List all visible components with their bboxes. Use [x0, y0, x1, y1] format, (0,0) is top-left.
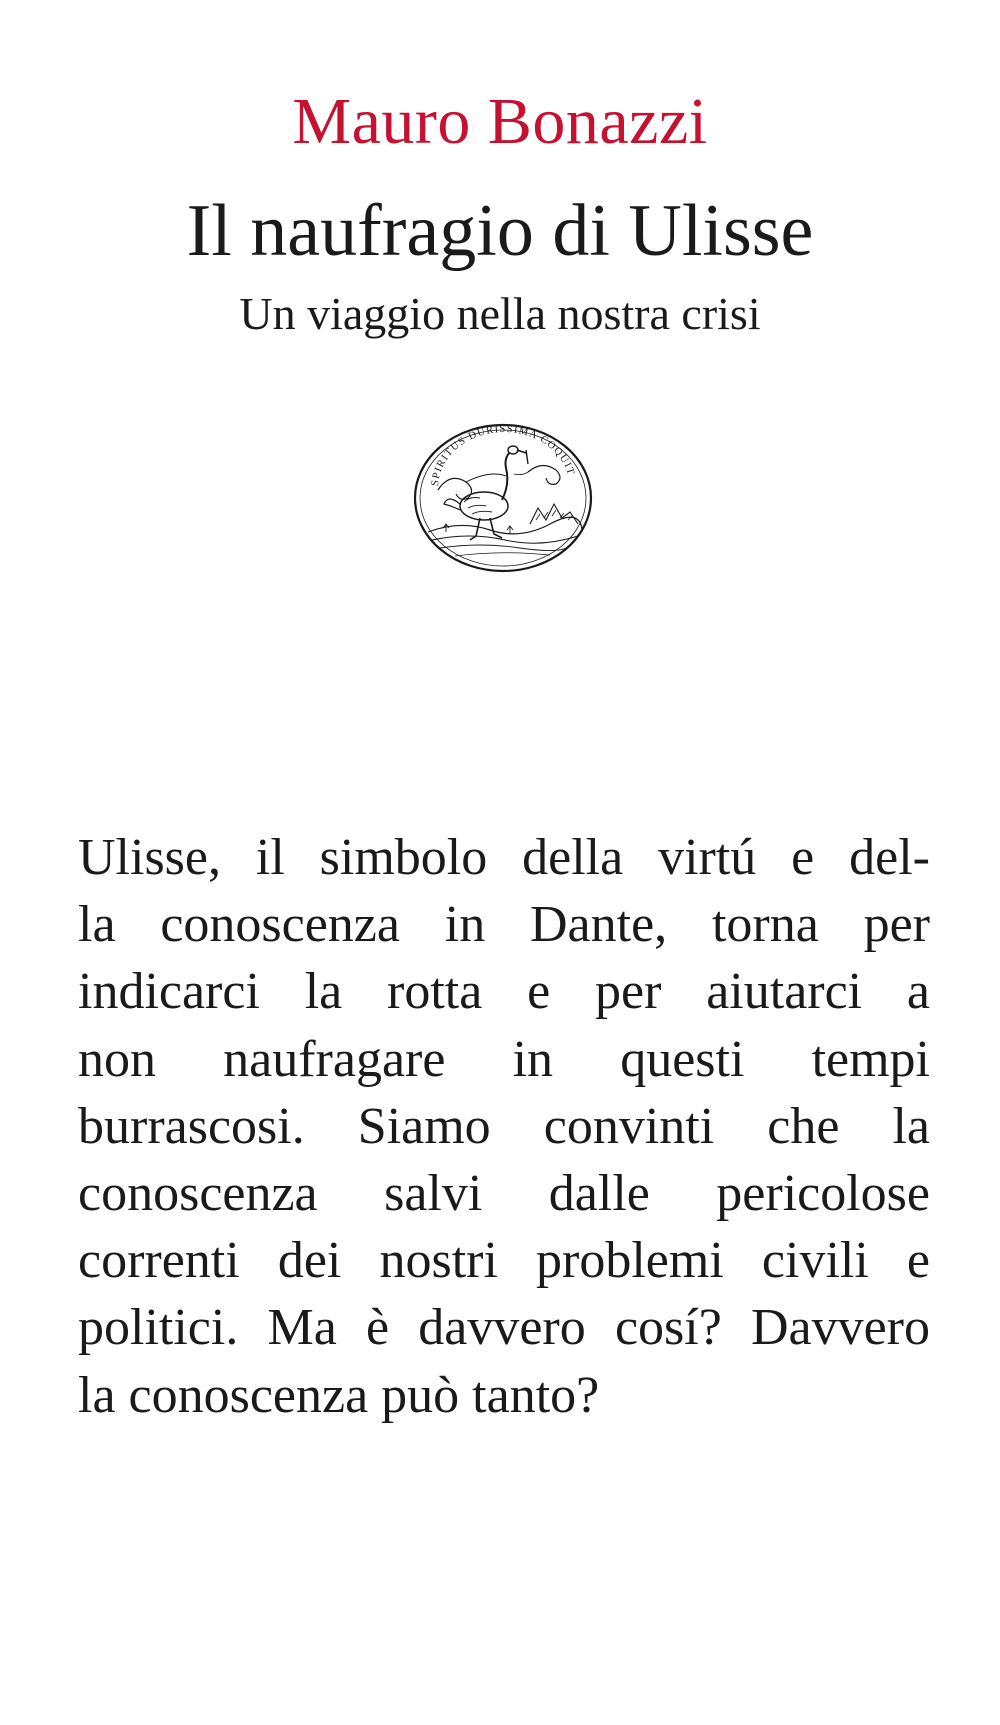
blurb-line: Ulisse, il simbolo della virtú e del- [78, 829, 930, 886]
blurb-line: burrascosi. Siamo convinti che la [78, 1097, 930, 1155]
blurb-line: non naufragare in questi tempi [78, 1030, 930, 1088]
blurb-line: indicarci la rotta e per aiutarci a [78, 963, 930, 1021]
ostrich-seal-icon [410, 420, 596, 576]
seal-inscription: SPIRITUS DURISSIMA COQUIT [429, 423, 577, 487]
blurb-line: conoscenza salvi dalle pericolose [78, 1165, 930, 1223]
blurb-line: la conoscenza può tanto? [78, 1366, 600, 1424]
cover-blurb [78, 824, 930, 1429]
book-subtitle: Un viaggio nella nostra crisi [239, 288, 761, 339]
blurb-line: correnti dei nostri problemi civili e [78, 1232, 930, 1290]
blurb-line: politici. Ma è davvero cosí? Davvero [78, 1299, 930, 1357]
author-name: Mauro Bonazzi [292, 85, 708, 158]
book-title: Il naufragio di Ulisse [186, 190, 814, 272]
blurb-line: la conoscenza in Dante, torna per [78, 896, 930, 954]
